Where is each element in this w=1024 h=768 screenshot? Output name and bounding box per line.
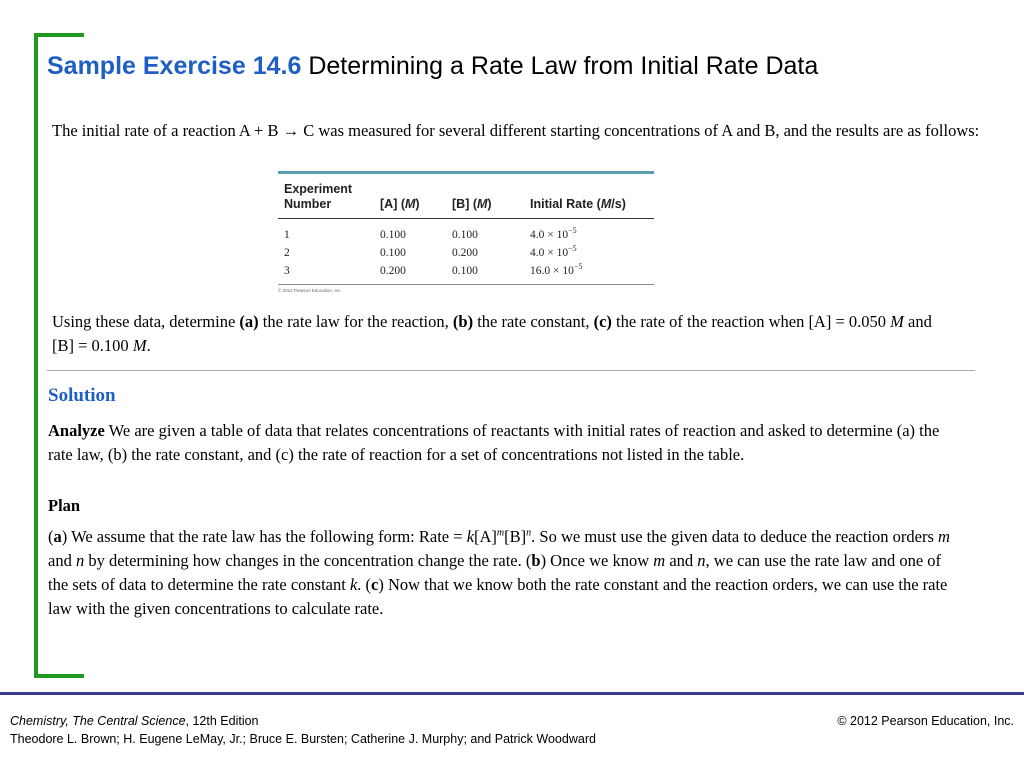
plan-paragraph: (a) We assume that the rate law has the following form: Rate = $k[A]^m[B]^n$. So we must use the given data to deduce the reaction orders m and n by determining how changes in the concentration change the rate. (b) Once we know m and n, we can use the rate law and one of the sets of data to determine the rate constant k. (c) Now that we know both the rate constant and the reaction orders, we can use the rate law with the given concentrations to calculate rate. bbox=[48, 527, 950, 618]
header-b-concentration: [B] (M) bbox=[452, 197, 492, 211]
green-bracket-top bbox=[34, 33, 84, 37]
question-paragraph: Using these data, determine (a) the rate law for the reaction, (b) the rate constant, (c) the rate of the reaction when [A] = 0.050 M and [B] = 0.100 M. bbox=[52, 312, 932, 355]
cell-b: 0.200 bbox=[452, 247, 478, 259]
cell-b: 0.100 bbox=[452, 229, 478, 241]
intro-text-before: The initial rate of a reaction A + B bbox=[52, 121, 283, 140]
cell-a: 0.100 bbox=[380, 229, 406, 241]
footer-book-title: Chemistry, The Central Science, 12th Edition bbox=[10, 714, 259, 728]
table-bottom-rule bbox=[278, 284, 654, 285]
analyze-text: We are given a table of data that relates concentrations of reactants with initial rates of reaction and asked to determine (a) the rate law, (b) the rate constant, and (c) the rate of reaction for a set of concentrations not listed in the table. bbox=[48, 421, 940, 464]
intro-paragraph bbox=[52, 119, 987, 143]
cell-rate: $16.0 \times 10^{-5}$ bbox=[530, 262, 583, 277]
cell-rate: $4.0 \times 10^{-5}$ bbox=[530, 226, 577, 241]
analyze-paragraph bbox=[48, 419, 953, 467]
table-header-rule bbox=[278, 218, 654, 219]
table-header bbox=[278, 174, 654, 218]
cell-experiment: 3 bbox=[284, 265, 290, 277]
table-copyright-note: © 2012 Pearson Education, Inc. bbox=[278, 288, 342, 293]
green-bracket-vertical bbox=[34, 33, 38, 678]
header-a-concentration: [A] (M) bbox=[380, 197, 420, 211]
footer-rule bbox=[0, 692, 1024, 695]
cell-b: 0.100 bbox=[452, 265, 478, 277]
cell-experiment: 2 bbox=[284, 247, 290, 259]
analyze-label: Analyze bbox=[48, 421, 105, 440]
exercise-title: Determining a Rate Law from Initial Rate Data bbox=[308, 52, 819, 80]
page-title bbox=[47, 52, 818, 81]
header-initial-rate: Initial Rate (M/s) bbox=[530, 197, 626, 211]
rate-data-table bbox=[278, 171, 654, 293]
table-row bbox=[278, 225, 654, 243]
cell-a: 0.100 bbox=[380, 247, 406, 259]
intro-text-after: C was measured for several different starting concentrations of A and B, and the results are as follows: bbox=[299, 121, 980, 140]
exercise-label: Sample Exercise 14.6 bbox=[47, 52, 302, 80]
cell-a: 0.200 bbox=[380, 265, 406, 277]
reaction-arrow-icon: → bbox=[282, 121, 300, 140]
table-row bbox=[278, 261, 654, 279]
plan-heading: Plan bbox=[48, 496, 81, 515]
footer-authors: Theodore L. Brown; H. Eugene LeMay, Jr.; Bruce E. Bursten; Catherine J. Murphy; and Patrick Woodward bbox=[10, 732, 596, 746]
footer-copyright: © 2012 Pearson Education, Inc. bbox=[837, 714, 1014, 728]
cell-rate: $4.0 \times 10^{-5}$ bbox=[530, 244, 577, 259]
solution-heading: Solution bbox=[48, 385, 116, 406]
green-bracket-bottom bbox=[34, 674, 84, 678]
cell-experiment: 1 bbox=[284, 229, 290, 241]
section-divider bbox=[47, 370, 975, 371]
table-row bbox=[278, 243, 654, 261]
header-experiment-number: Experiment Number bbox=[284, 182, 353, 211]
